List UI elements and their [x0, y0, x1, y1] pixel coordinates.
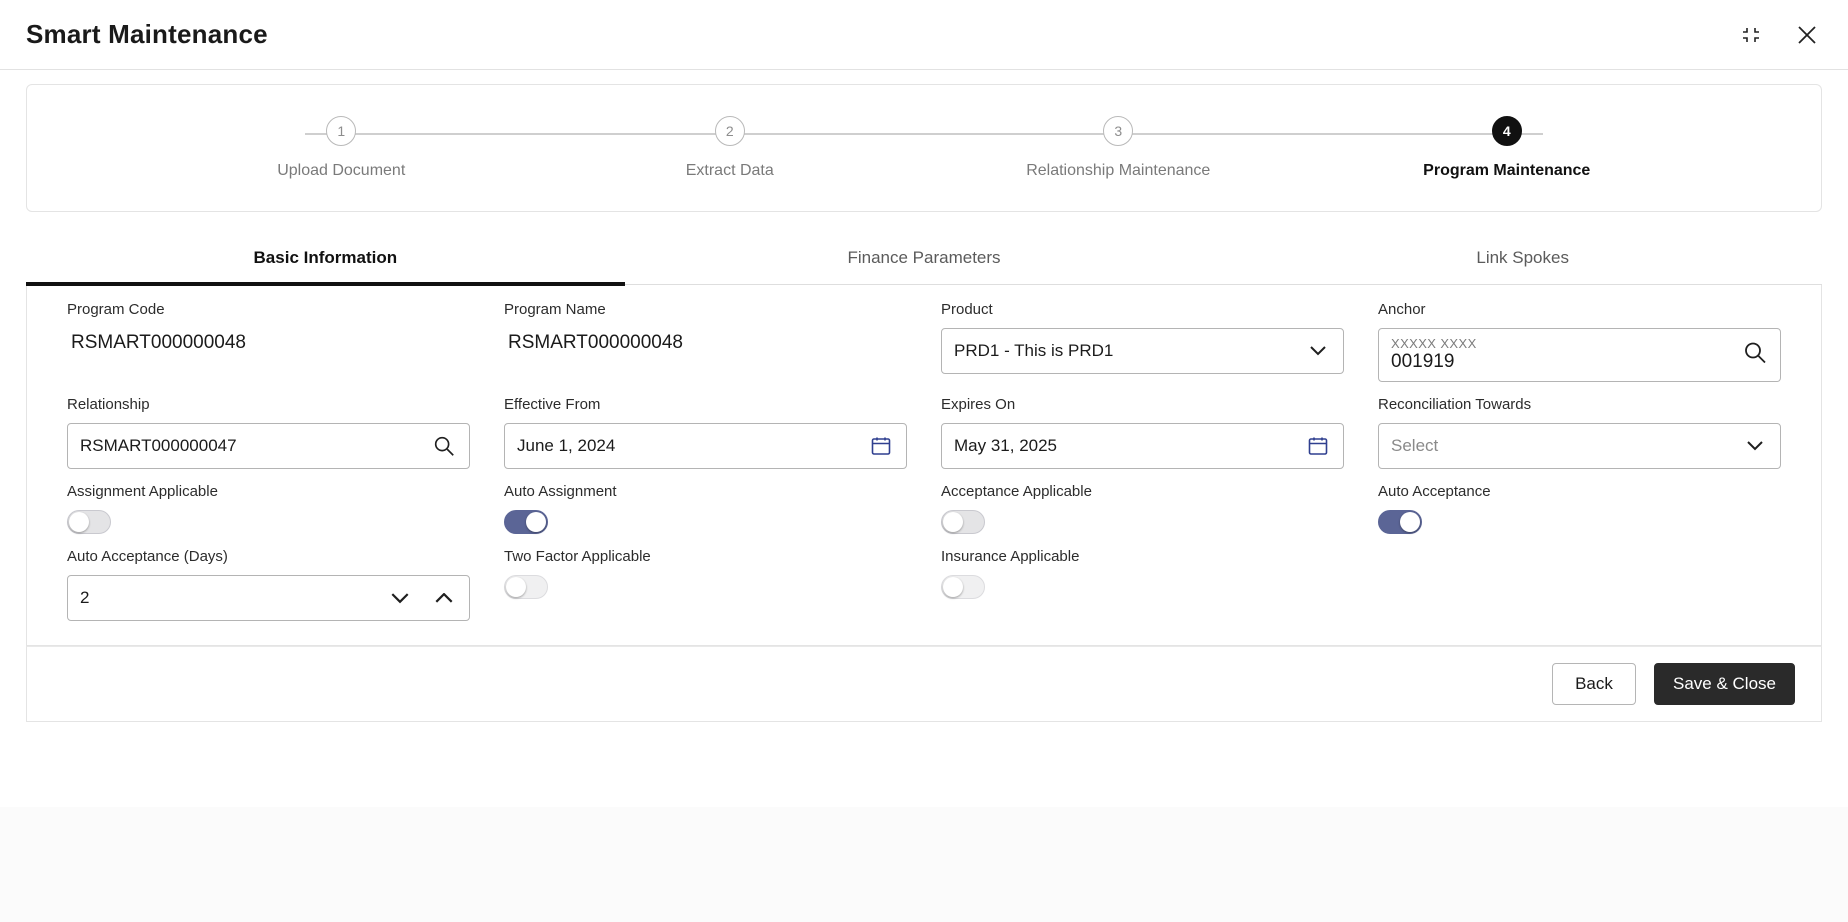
save-and-close-button[interactable]: Save & Close [1654, 663, 1795, 705]
chevron-down-icon[interactable] [1742, 433, 1768, 459]
reconciliation-towards-placeholder: Select [1391, 436, 1439, 455]
effective-from-value: June 1, 2024 [517, 436, 616, 455]
stepper-track [27, 85, 1821, 211]
auto-acceptance-days-label: Auto Acceptance (Days) [67, 548, 228, 565]
anchor-label: Anchor [1378, 301, 1426, 318]
search-icon[interactable] [1742, 340, 1768, 371]
acceptance-applicable-label: Acceptance Applicable [941, 483, 1092, 500]
wizard-stepper [26, 84, 1822, 212]
field-anchor [1378, 301, 1781, 396]
window-titlebar [0, 0, 1848, 70]
step-upload-document[interactable] [147, 116, 536, 180]
product-value: PRD1 - This is PRD1 [954, 341, 1114, 360]
step-relationship-maintenance[interactable] [924, 116, 1313, 180]
auto-assignment-toggle[interactable] [504, 510, 548, 534]
calendar-icon[interactable] [868, 433, 894, 459]
field-insurance-applicable [941, 548, 1344, 635]
step-number: 2 [715, 116, 745, 146]
auto-acceptance-days-stepper[interactable] [67, 575, 470, 621]
program-name-value: RSMART000000048 [508, 332, 683, 353]
expires-on-value: May 31, 2025 [954, 436, 1058, 455]
form-tabs [26, 238, 1822, 285]
expires-on-label: Expires On [941, 396, 1016, 413]
anchor-input[interactable] [1378, 328, 1781, 382]
field-auto-acceptance-days [67, 548, 470, 635]
field-reconciliation-towards [1378, 396, 1781, 483]
form-grid [39, 301, 1809, 635]
relationship-label: Relationship [67, 396, 150, 413]
relationship-input[interactable] [67, 423, 470, 469]
program-name-label: Program Name [504, 301, 606, 318]
step-number: 3 [1103, 116, 1133, 146]
anchor-caption: XXXXX XXXX [1391, 336, 1477, 351]
auto-acceptance-toggle[interactable] [1378, 510, 1422, 534]
field-acceptance-applicable [941, 483, 1344, 548]
field-auto-acceptance [1378, 483, 1781, 548]
auto-assignment-label: Auto Assignment [504, 483, 617, 500]
program-code-value: RSMART000000048 [71, 332, 246, 353]
chevron-down-icon[interactable] [1305, 338, 1331, 364]
page-title: Smart Maintenance [26, 19, 268, 49]
basic-information-form [26, 285, 1822, 646]
field-effective-from [504, 396, 907, 483]
relationship-value: RSMART000000047 [80, 436, 237, 455]
tab-link-spokes[interactable]: Link Spokes [1476, 248, 1569, 267]
expires-on-input[interactable] [941, 423, 1344, 469]
two-factor-applicable-label: Two Factor Applicable [504, 548, 651, 565]
assignment-applicable-label: Assignment Applicable [67, 483, 218, 500]
back-button[interactable]: Back [1552, 663, 1636, 705]
stepper-controls [387, 585, 457, 611]
field-two-factor-applicable [504, 548, 907, 635]
step-number: 4 [1492, 116, 1522, 146]
field-product [941, 301, 1344, 396]
window-actions [1736, 20, 1822, 50]
field-program-code [67, 301, 470, 396]
step-label: Extract Data [685, 162, 774, 179]
assignment-applicable-toggle[interactable] [67, 510, 111, 534]
step-label: Upload Document [277, 162, 406, 179]
step-label: Program Maintenance [1423, 162, 1591, 179]
field-assignment-applicable [67, 483, 470, 548]
program-code-label: Program Code [67, 301, 165, 318]
chevron-up-icon[interactable] [431, 585, 457, 611]
collapse-icon[interactable] [1736, 20, 1766, 50]
field-expires-on [941, 396, 1344, 483]
reconciliation-towards-label: Reconciliation Towards [1378, 396, 1532, 413]
step-extract-data[interactable] [536, 116, 925, 180]
effective-from-label: Effective From [504, 396, 601, 413]
field-program-name [504, 301, 907, 396]
acceptance-applicable-toggle[interactable] [941, 510, 985, 534]
calendar-icon[interactable] [1305, 433, 1331, 459]
effective-from-input[interactable] [504, 423, 907, 469]
insurance-applicable-toggle[interactable] [941, 575, 985, 599]
insurance-applicable-label: Insurance Applicable [941, 548, 1080, 565]
background-watermark [0, 807, 1848, 922]
step-label: Relationship Maintenance [1026, 162, 1211, 179]
form-footer [26, 646, 1822, 722]
chevron-down-icon[interactable] [387, 585, 413, 611]
field-auto-assignment [504, 483, 907, 548]
anchor-value: 001919 [1391, 351, 1455, 372]
product-select[interactable] [941, 328, 1344, 374]
tab-basic-information[interactable]: Basic Information [26, 238, 625, 284]
field-relationship [67, 396, 470, 483]
tab-finance-parameters[interactable]: Finance Parameters [847, 248, 1001, 267]
auto-acceptance-days-value: 2 [80, 588, 90, 607]
step-number: 1 [326, 116, 356, 146]
auto-acceptance-label: Auto Acceptance [1378, 483, 1491, 500]
search-icon[interactable] [431, 433, 457, 459]
window-content [0, 84, 1848, 722]
field-spacer [1378, 548, 1781, 635]
step-program-maintenance[interactable] [1313, 116, 1702, 180]
close-icon[interactable] [1792, 20, 1822, 50]
product-label: Product [941, 301, 993, 318]
reconciliation-towards-select[interactable] [1378, 423, 1781, 469]
two-factor-applicable-toggle[interactable] [504, 575, 548, 599]
